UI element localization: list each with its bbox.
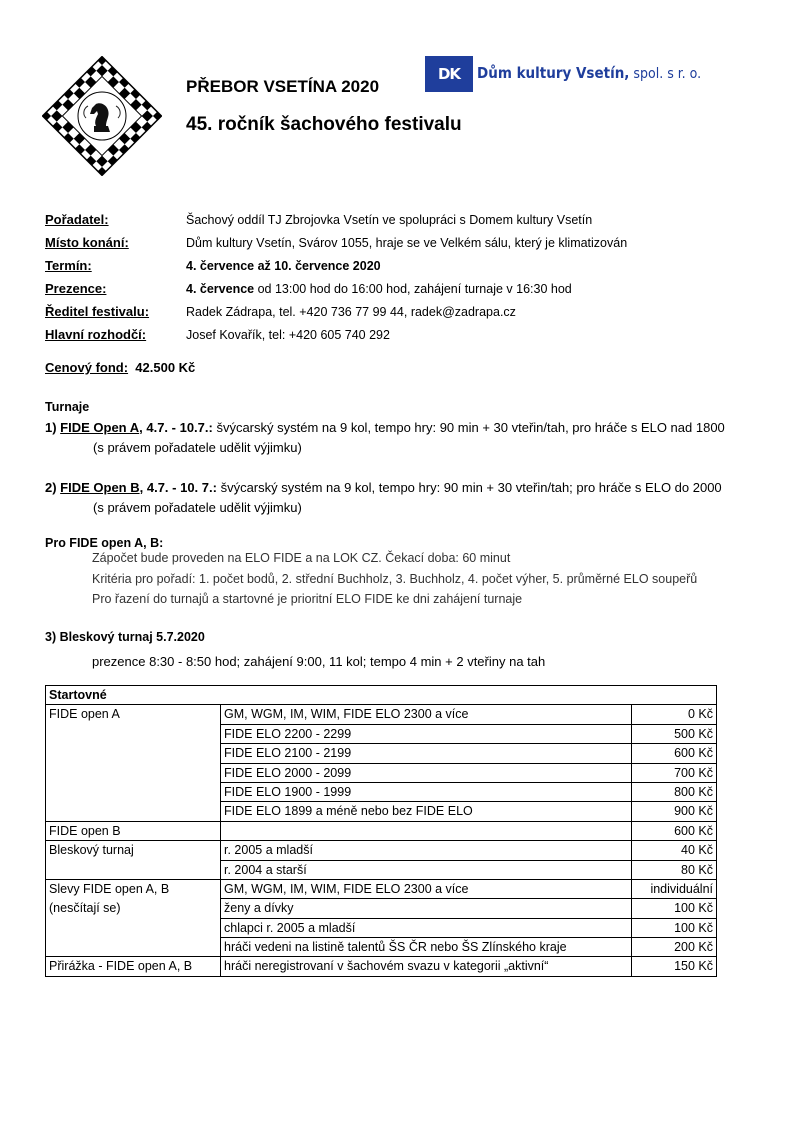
table-row — [46, 821, 717, 840]
fee-desc: GM, WGM, IM, WIM, FIDE ELO 2300 a více — [221, 879, 632, 898]
open-a-num: 1) — [45, 420, 61, 435]
value-arbiter: Josef Kovařík, tel: +420 605 740 292 — [186, 328, 390, 342]
table-row — [46, 899, 717, 918]
fee-group: FIDE open A — [46, 705, 221, 724]
open-b-desc: švýcarský systém na 9 kol, tempo hry: 90 min + 30 vteřin/tah; pro hráče s ELO do 2000 — [216, 480, 722, 495]
value-director: Radek Zádrapa, tel. +420 736 77 99 44, radek@zadrapa.cz — [186, 305, 516, 319]
fee-group — [46, 782, 221, 801]
fee-desc: FIDE ELO 1900 - 1999 — [221, 782, 632, 801]
table-row — [46, 802, 717, 821]
fee-group — [46, 724, 221, 743]
fee-group: Bleskový turnaj — [46, 841, 221, 860]
fee-price: 500 Kč — [632, 724, 717, 743]
table-row — [46, 957, 717, 976]
open-a-line — [45, 420, 725, 435]
fee-group — [46, 860, 221, 879]
open-a-name: FIDE Open A — [60, 420, 140, 435]
fee-desc: GM, WGM, IM, WIM, FIDE ELO 2300 a více — [221, 705, 632, 724]
fee-price: 80 Kč — [632, 860, 717, 879]
open-b-num: 2) — [45, 480, 61, 495]
fee-group: (nesčítají se) — [46, 899, 221, 918]
fee-group: Slevy FIDE open A, B — [46, 879, 221, 898]
open-b-note: (s právem pořadatele udělit výjimku) — [93, 500, 302, 515]
table-row — [46, 879, 717, 898]
label-organizer: Pořadatel: — [45, 212, 109, 227]
open-a-note: (s právem pořadatele udělit výjimku) — [93, 440, 302, 455]
page-title: PŘEBOR VSETÍNA 2020 — [186, 77, 380, 96]
table-header-row — [46, 686, 717, 705]
label-arbiter: Hlavní rozhodčí: — [45, 327, 147, 342]
table-row — [46, 782, 717, 801]
fee-price: 700 Kč — [632, 763, 717, 782]
fee-group — [46, 744, 221, 763]
dk-logo — [425, 56, 701, 92]
fee-price: individuální — [632, 879, 717, 898]
dk-logo-suffix: spol. s r. o. — [629, 66, 702, 82]
dk-logo-name: Dům kultury Vsetín, — [477, 64, 630, 82]
common-line-1: Zápočet bude proveden na ELO FIDE a na LOK CZ. Čekací doba: 60 minut — [92, 551, 511, 565]
club-logo — [42, 56, 162, 176]
fee-price: 40 Kč — [632, 841, 717, 860]
fee-price: 800 Kč — [632, 782, 717, 801]
common-line-3: Pro řazení do turnajů a startovné je prioritní ELO FIDE ke dni zahájení turnaje — [92, 592, 523, 606]
value-date: 4. července až 10. července 2020 — [186, 259, 381, 273]
blitz-heading: 3) Bleskový turnaj 5.7.2020 — [45, 630, 205, 644]
fee-group: Přirážka - FIDE open A, B — [46, 957, 221, 976]
blitz-line: prezence 8:30 - 8:50 hod; zahájení 9:00, 11 kol; tempo 4 min + 2 vteřiny na tah — [92, 654, 546, 669]
fees-header: Startovné — [46, 686, 717, 705]
fee-desc: ženy a dívky — [221, 899, 632, 918]
label-date — [45, 258, 92, 273]
table-row — [46, 724, 717, 743]
fee-price: 0 Kč — [632, 705, 717, 724]
table-row — [46, 841, 717, 860]
label-registration: Prezence: — [45, 281, 107, 296]
table-row — [46, 705, 717, 724]
prize-fund — [45, 360, 195, 375]
fee-group — [46, 763, 221, 782]
fee-group — [46, 938, 221, 957]
open-b-dates: , 4.7. - 10. 7.: — [139, 480, 217, 495]
open-b-name: FIDE Open B — [60, 480, 140, 495]
table-row — [46, 918, 717, 937]
fee-price: 100 Kč — [632, 899, 717, 918]
common-line-2: Kritéria pro pořadí: 1. počet bodů, 2. střední Buchholz, 3. Buchholz, 4. počet výher, 5. průměrné ELO soupeřů — [92, 572, 698, 586]
fee-desc: r. 2005 a mladší — [221, 841, 632, 860]
fee-desc: FIDE ELO 2000 - 2099 — [221, 763, 632, 782]
table-row — [46, 938, 717, 957]
fee-group — [46, 802, 221, 821]
label-venue: Místo konání: — [45, 235, 129, 250]
fee-group — [46, 918, 221, 937]
dk-logo-mark: DK — [425, 56, 473, 92]
table-row — [46, 744, 717, 763]
tournaments-heading: Turnaje — [45, 400, 90, 414]
fee-desc: chlapci r. 2005 a mladší — [221, 918, 632, 937]
prize-fund-label: Cenový fond: — [45, 360, 129, 375]
fee-price: 600 Kč — [632, 821, 717, 840]
value-organizer: Šachový oddíl TJ Zbrojovka Vsetín ve spolupráci s Domem kultury Vsetín — [186, 213, 593, 227]
value-registration-time: od 13:00 hod do 16:00 hod, zahájení turnaje v 16:30 hod — [254, 282, 572, 296]
fee-desc — [221, 821, 632, 840]
fee-price: 150 Kč — [632, 957, 717, 976]
fee-desc: hráči neregistrovaní v šachovém svazu v kategorii „aktivní“ — [221, 957, 632, 976]
common-heading: Pro FIDE open A, B: — [45, 536, 164, 550]
fee-desc: r. 2004 a starší — [221, 860, 632, 879]
label-director: Ředitel festivalu: — [45, 304, 150, 319]
value-venue: Dům kultury Vsetín, Svárov 1055, hraje se ve Velkém sálu, který je klimatizován — [186, 236, 628, 250]
fee-desc: FIDE ELO 2100 - 2199 — [221, 744, 632, 763]
fee-desc: FIDE ELO 2200 - 2299 — [221, 724, 632, 743]
open-a-desc: švýcarský systém na 9 kol, tempo hry: 90 min + 30 vteřin/tah, pro hráče s ELO nad 1800 — [212, 420, 725, 435]
value-registration — [186, 282, 572, 296]
fees-table — [45, 685, 717, 977]
fee-price: 900 Kč — [632, 802, 717, 821]
table-row — [46, 860, 717, 879]
open-b-line — [45, 480, 722, 495]
fee-price: 600 Kč — [632, 744, 717, 763]
page-subtitle: 45. ročník šachového festivalu — [186, 114, 462, 135]
fee-group: FIDE open B — [46, 821, 221, 840]
open-a-dates: , 4.7. - 10.7.: — [139, 420, 213, 435]
fee-desc: hráči vedeni na listině talentů ŠS ČR nebo ŠS Zlínského kraje — [221, 938, 632, 957]
fee-price: 100 Kč — [632, 918, 717, 937]
dk-logo-text — [477, 64, 701, 82]
value-registration-date: 4. července — [186, 282, 255, 296]
fee-desc: FIDE ELO 1899 a méně nebo bez FIDE ELO — [221, 802, 632, 821]
fee-price: 200 Kč — [632, 938, 717, 957]
label-date-text: Termín: — [45, 258, 92, 273]
table-row — [46, 763, 717, 782]
prize-fund-value: 42.500 Kč — [135, 360, 196, 375]
